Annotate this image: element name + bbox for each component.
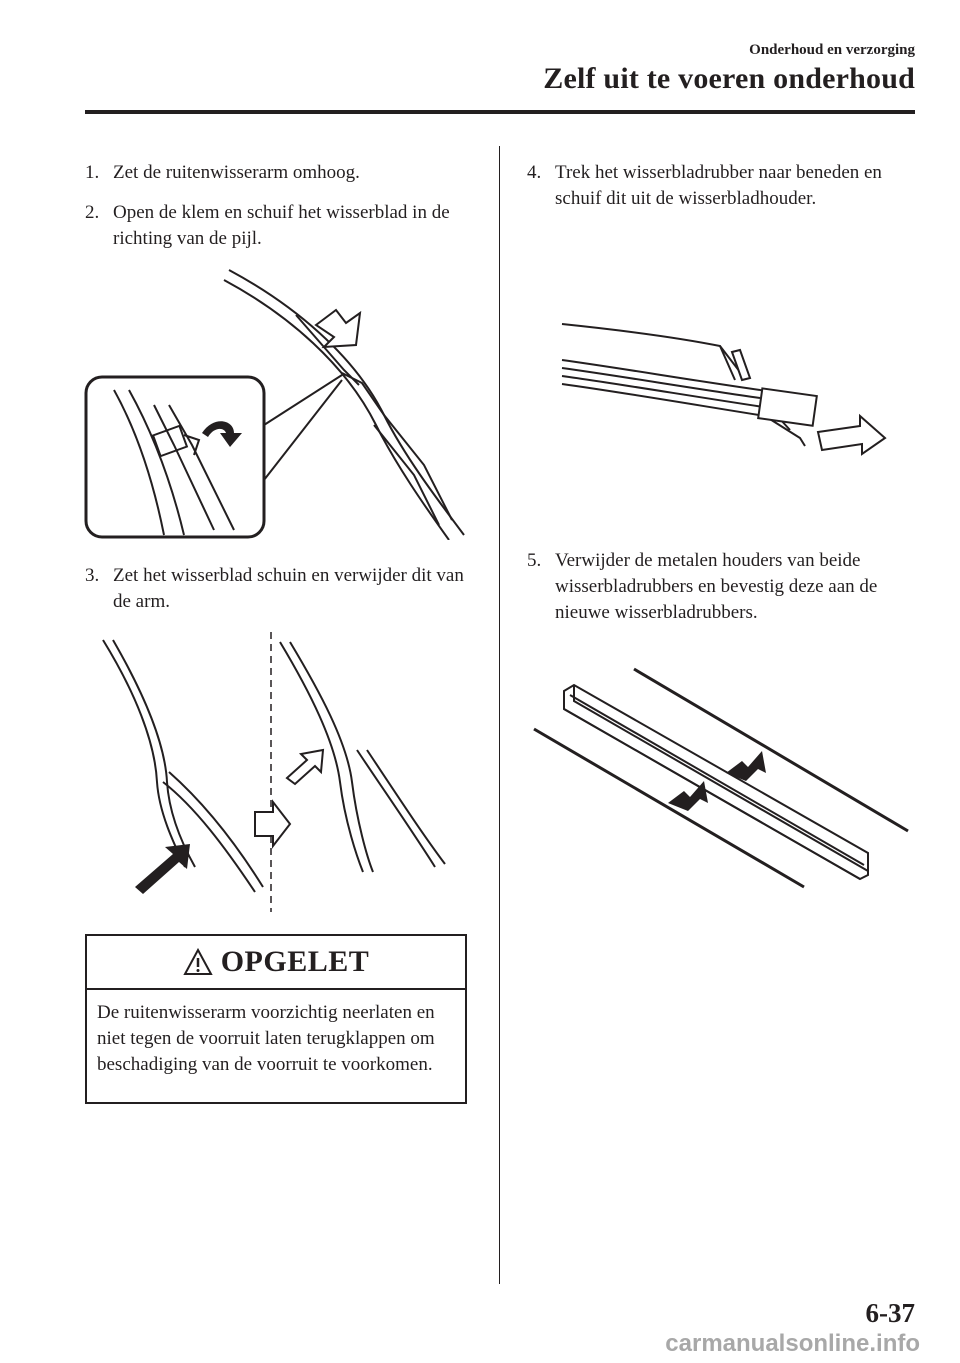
rubber-pull-illustration [560, 320, 890, 460]
caution-text: De ruitenwisserarm voorzichtig neerlaten en niet tegen de voorruit laten terugklappen om beschadiging van de voorruit te voorkomen. [97, 1002, 435, 1075]
step-number: 2. [85, 202, 100, 223]
rotate-down-arrow-icon [135, 844, 190, 894]
step-5 [527, 548, 917, 626]
step-number: 3. [85, 565, 100, 586]
step-number: 1. [85, 162, 100, 183]
metal-holders-illustration [530, 665, 915, 895]
caution-header [87, 936, 465, 990]
direction-arrow-icon [316, 310, 360, 347]
header-rule [85, 110, 915, 114]
warning-icon [183, 948, 213, 976]
step-3 [85, 563, 475, 615]
caution-box [85, 934, 467, 1104]
detail-inset [86, 377, 264, 537]
watermark: carmanualsonline.info [665, 1330, 920, 1357]
wiper-clamp-illustration [84, 265, 470, 540]
insert-arrow-bottom-icon [668, 781, 708, 811]
pull-arrow-icon [818, 416, 885, 454]
step-2 [85, 200, 475, 252]
chapter-title: Zelf uit te voeren onderhoud [543, 62, 915, 95]
step-text: Zet de ruitenwisserarm omhoog. [113, 162, 360, 183]
caution-title: OPGELET [220, 945, 370, 978]
step-number: 4. [527, 162, 542, 183]
step-text: Trek het wisserbladrubber naar beneden en schuif dit uit de wisserbladhouder. [555, 162, 882, 209]
step-4 [527, 160, 917, 212]
section-label: Onderhoud en verzorging [749, 42, 915, 58]
step-number: 5. [527, 550, 542, 571]
page-number: 6-37 [865, 1298, 915, 1328]
wiper-removal-illustration [95, 632, 465, 912]
tilt-arrow-icon [287, 750, 323, 784]
next-step-arrow-icon [255, 802, 290, 846]
step-text: Open de klem en schuif het wisserblad in de richting van de pijl. [113, 202, 450, 249]
column-divider [499, 146, 500, 1284]
step-1 [85, 160, 475, 186]
step-text: Zet het wisserblad schuin en verwijder dit van de arm. [113, 565, 464, 612]
step-text: Verwijder de metalen houders van beide wisserbladrubbers en bevestig deze aan de nieuwe wisserbladrubbers. [555, 550, 878, 623]
